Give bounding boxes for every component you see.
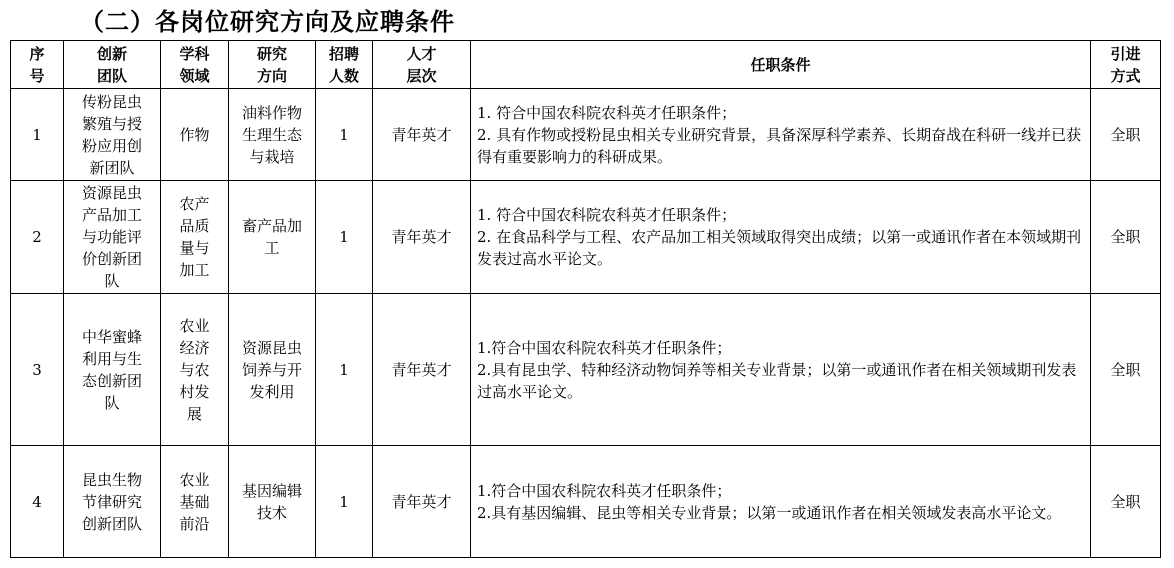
- table-row: [11, 181, 1161, 294]
- requirement-line-1: 1.符合中国农科院农科英才任职条件；: [477, 338, 732, 357]
- header-team: 创新团队: [64, 41, 161, 89]
- cell-direction: 资源昆虫饲养与开发利用: [229, 294, 316, 446]
- cell-direction: 基因编辑技术: [229, 446, 316, 558]
- requirement-line-1: 1. 符合中国农科院农科英才任职条件；: [477, 103, 737, 122]
- cell-method: 全职: [1091, 294, 1161, 446]
- cell-count: 1: [316, 446, 373, 558]
- cell-requirements: [471, 89, 1091, 181]
- cell-no: 3: [11, 294, 64, 446]
- cell-count: 1: [316, 181, 373, 294]
- cell-requirements: [471, 181, 1091, 294]
- cell-method: 全职: [1091, 181, 1161, 294]
- cell-method: 全职: [1091, 446, 1161, 558]
- cell-field: 作物: [161, 89, 229, 181]
- cell-no: 2: [11, 181, 64, 294]
- table-row: [11, 446, 1161, 558]
- cell-direction: 油料作物生理生态与栽培: [229, 89, 316, 181]
- cell-direction: 畜产品加工: [229, 181, 316, 294]
- section-title: （二）各岗位研究方向及应聘条件: [80, 8, 455, 36]
- table-header-row: [11, 41, 1161, 89]
- cell-level: 青年英才: [373, 89, 471, 181]
- cell-level: 青年英才: [373, 181, 471, 294]
- cell-requirements: [471, 446, 1091, 558]
- header-field: 学科领域: [161, 41, 229, 89]
- requirement-line-2: 2. 在食品科学与工程、农产品加工相关领域取得突出成绩；以第一或通讯作者在本领域期刊发表过高水平论文。: [477, 228, 1082, 268]
- requirement-line-2: 2.具有基因编辑、昆虫等相关专业背景；以第一或通讯作者在相关领域发表高水平论文。: [477, 503, 1062, 522]
- header-count: 招聘人数: [316, 41, 373, 89]
- cell-field: 农业经济与农村发展: [161, 294, 229, 446]
- cell-team: 传粉昆虫繁殖与授粉应用创新团队: [64, 89, 161, 181]
- cell-team: 昆虫生物节律研究创新团队: [64, 446, 161, 558]
- header-requirements: 任职条件: [471, 41, 1091, 89]
- header-level: 人才层次: [373, 41, 471, 89]
- requirement-line-1: 1. 符合中国农科院农科英才任职条件；: [477, 206, 737, 224]
- requirement-line-1: 1.符合中国农科院农科英才任职条件；: [477, 481, 732, 500]
- header-method: 引进方式: [1091, 41, 1161, 89]
- cell-level: 青年英才: [373, 446, 471, 558]
- header-direction: 研究方向: [229, 41, 316, 89]
- cell-field: 农业基础前沿: [161, 446, 229, 558]
- cell-team: 中华蜜蜂利用与生态创新团队: [64, 294, 161, 446]
- cell-count: 1: [316, 89, 373, 181]
- table-row: [11, 294, 1161, 446]
- cell-method: 全职: [1091, 89, 1161, 181]
- table-row: [11, 89, 1161, 181]
- cell-level: 青年英才: [373, 294, 471, 446]
- cell-requirements: [471, 294, 1091, 446]
- recruitment-table: [10, 40, 1161, 558]
- cell-team: 资源昆虫产品加工与功能评价创新团队: [64, 181, 161, 294]
- cell-field: 农产品质量与加工: [161, 181, 229, 294]
- requirement-line-2: 2. 具有作物或授粉昆虫相关专业研究背景，具备深厚科学素养、长期奋战在科研一线并已获得有重要影响力的科研成果。: [477, 125, 1082, 166]
- header-no: 序号: [11, 41, 64, 89]
- requirement-line-2: 2.具有昆虫学、特种经济动物饲养等相关专业背景；以第一或通讯作者在相关领域期刊发表过高水平论文。: [477, 360, 1077, 401]
- cell-no: 4: [11, 446, 64, 558]
- cell-no: 1: [11, 89, 64, 181]
- cell-count: 1: [316, 294, 373, 446]
